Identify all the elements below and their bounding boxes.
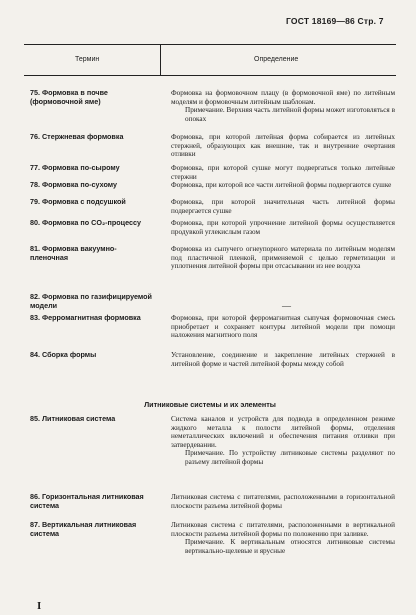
- def-79: Формовка, при которой значительная часть литейной формы подвергается сушке: [171, 198, 395, 215]
- def-75-note: Примечание. Верхняя часть литейной формы может изготовляться в опоках: [185, 106, 395, 123]
- def-87: [171, 521, 395, 555]
- top-rule: [24, 44, 396, 45]
- header-bottom-rule: [24, 75, 396, 76]
- def-81: Формовка из сыпучего огнеупорного материала по литейным моделям под пластичной пленкой, применяемой с целью герметизации и уплотнения литейной формы при отсасывании из нее воздуха: [171, 245, 395, 271]
- def-78: Формовка, при которой все части литейной формы подвергаются сушке: [171, 181, 392, 189]
- term-78: 78. Формовка по-сухому: [30, 180, 117, 189]
- term-87: 87. Вертикальная литниковая система: [30, 520, 137, 538]
- term-76: 76. Стержневая формовка: [30, 132, 124, 141]
- term-79: 79. Формовка с подсушкой: [30, 197, 126, 206]
- column-head-definition: Определение: [254, 56, 299, 63]
- def-75: [171, 89, 395, 123]
- column-divider: [160, 44, 161, 76]
- term-75: 75. Формовка в почве (формовочной яме): [30, 88, 108, 106]
- def-77: Формовка, при которой сушке могут подвергаться только литейные стержни: [171, 164, 395, 181]
- term-83: 83. Ферромагнитная формовка: [30, 313, 141, 322]
- term-86: 86. Горизонтальная литниковая система: [30, 492, 144, 510]
- column-head-term: Термин: [75, 56, 100, 63]
- def-85-text: Система каналов и устройств для подвода в определенном режиме жидкого металла к полости литейной формы, отделения неметаллических включений и обеспечения питания отливки при затвердевании.: [171, 415, 395, 449]
- term-85: 85. Литниковая система: [30, 414, 116, 423]
- def-76: Формовка, при которой литейная форма собирается из литейных стержней, образующих как внешние, так и внутренние очертания отливки: [171, 133, 395, 159]
- term-80: 80. Формовка по CO₂-процессу: [30, 218, 141, 227]
- def-82: —: [282, 301, 291, 311]
- def-83: Формовка, при которой ферромагнитная сыпучая формовочная смесь приобретает и сохраняет контуры литейной модели при помощи наложения магнитного поля: [171, 314, 395, 340]
- margin-mark: I: [37, 600, 42, 612]
- def-86: Литниковая система с питателями, расположенными в горизонтальной плоскости разъема литейной формы: [171, 493, 395, 510]
- def-80: Формовка, при которой упрочнение литейной формы осуществляется продувкой углекислым газом: [171, 219, 395, 236]
- def-87-text: Литниковая система с питателями, расположенными в вертикальной плоскости разъема литейной формы по положению при заливке.: [171, 521, 395, 538]
- term-84: 84. Сборка формы: [30, 350, 97, 359]
- page-header: ГОСТ 18169—86 Стр. 7: [286, 16, 384, 26]
- def-75-text: Формовка на формовочном плацу (в формовочной яме) по литейным моделям и формовочным литейным шаблонам.: [171, 89, 395, 106]
- def-85-note: Примечание. По устройству литниковые системы разделяют по разъему литейной формы: [185, 449, 395, 466]
- term-82: 82. Формовка по газифицируемой модели: [30, 292, 152, 310]
- def-85: [171, 415, 395, 467]
- def-87-note: Примечание. К вертикальным относятся литниковые системы вертикально-щелевые и ярусные: [185, 538, 395, 555]
- def-84: Установление, соединение и закрепление литейных стержней в литейной форме и частей литейной формы между собой: [171, 351, 395, 368]
- term-77: 77. Формовка по-сырому: [30, 163, 120, 172]
- section-title: Литниковые системы и их элементы: [144, 400, 276, 409]
- term-81: 81. Формовка вакуумно-пленочная: [30, 244, 117, 262]
